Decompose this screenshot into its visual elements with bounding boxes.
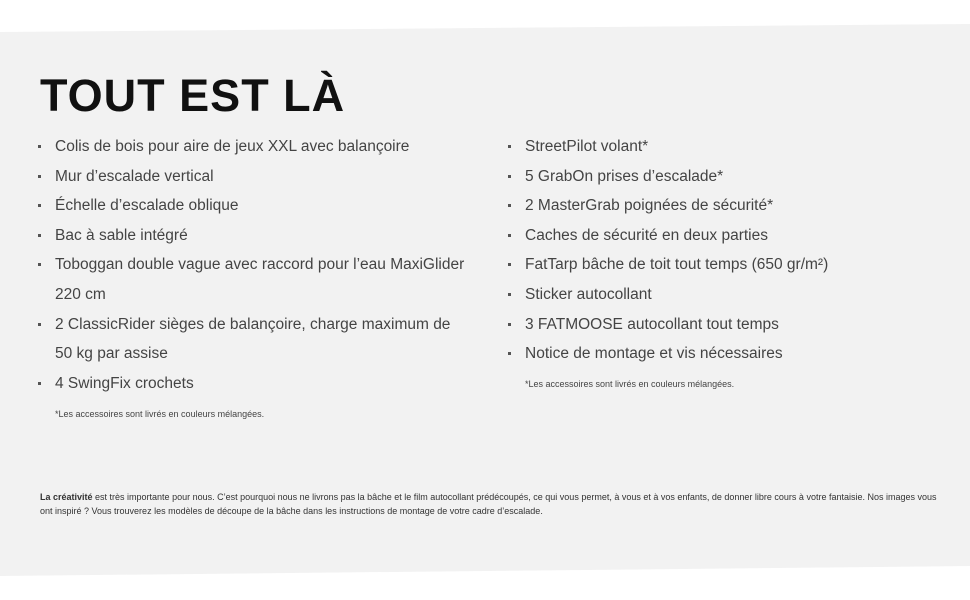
accessories-note-left: *Les accessoires sont livrés en couleurs mélangées. (55, 409, 265, 419)
bullet-icon (508, 323, 511, 326)
bullet-icon (508, 234, 511, 237)
bullet-icon (508, 175, 511, 178)
footer-body: est très importante pour nous. C’est pourquoi nous ne livrons pas la bâche et le film autocollant prédécoupés, ce qui vous permet, à vous et à vos enfants, de donner libre cours à votre fantaisie. Nos images vous ont inspiré ? Vous trouverez les modèles de découpe de la bâche dans les instructions de montage de votre cadre d’escalade. (40, 492, 937, 516)
bullet-icon (38, 234, 41, 237)
list-item: Échelle d’escalade oblique (38, 191, 468, 221)
list-item: 2 MasterGrab poignées de sécurité* (508, 191, 948, 221)
right-item-list (508, 132, 948, 369)
list-item: Toboggan double vague avec raccord pour l’eau MaxiGlider 220 cm (38, 250, 468, 309)
creativity-footer-text (40, 490, 940, 518)
list-item: 3 FATMOOSE autocollant tout temps (508, 310, 948, 340)
list-item: Bac à sable intégré (38, 221, 468, 251)
list-item: Notice de montage et vis nécessaires (508, 339, 948, 369)
page-title: TOUT EST LÀ (40, 70, 346, 121)
bullet-icon (38, 382, 41, 385)
list-item: Colis de bois pour aire de jeux XXL avec balançoire (38, 132, 468, 162)
list-item: Caches de sécurité en deux parties (508, 221, 948, 251)
list-item: 4 SwingFix crochets (38, 369, 468, 399)
left-item-list (38, 132, 468, 398)
list-item: Sticker autocollant (508, 280, 948, 310)
bullet-icon (38, 175, 41, 178)
footer-bold-lead: La créativité (40, 492, 93, 502)
list-item: 5 GrabOn prises d’escalade* (508, 162, 948, 192)
bullet-icon (508, 145, 511, 148)
list-item: Mur d’escalade vertical (38, 162, 468, 192)
bullet-icon (508, 204, 511, 207)
bullet-icon (38, 323, 41, 326)
bullet-icon (508, 263, 511, 266)
bullet-icon (38, 204, 41, 207)
bullet-icon (508, 293, 511, 296)
bullet-icon (38, 263, 41, 266)
list-item: StreetPilot volant* (508, 132, 948, 162)
bullet-icon (38, 145, 41, 148)
list-item: 2 ClassicRider sièges de balançoire, charge maximum de 50 kg par assise (38, 310, 468, 369)
bullet-icon (508, 352, 511, 355)
list-item: FatTarp bâche de toit tout temps (650 gr/m²) (508, 250, 948, 280)
accessories-note-right: *Les accessoires sont livrés en couleurs mélangées. (525, 379, 735, 389)
